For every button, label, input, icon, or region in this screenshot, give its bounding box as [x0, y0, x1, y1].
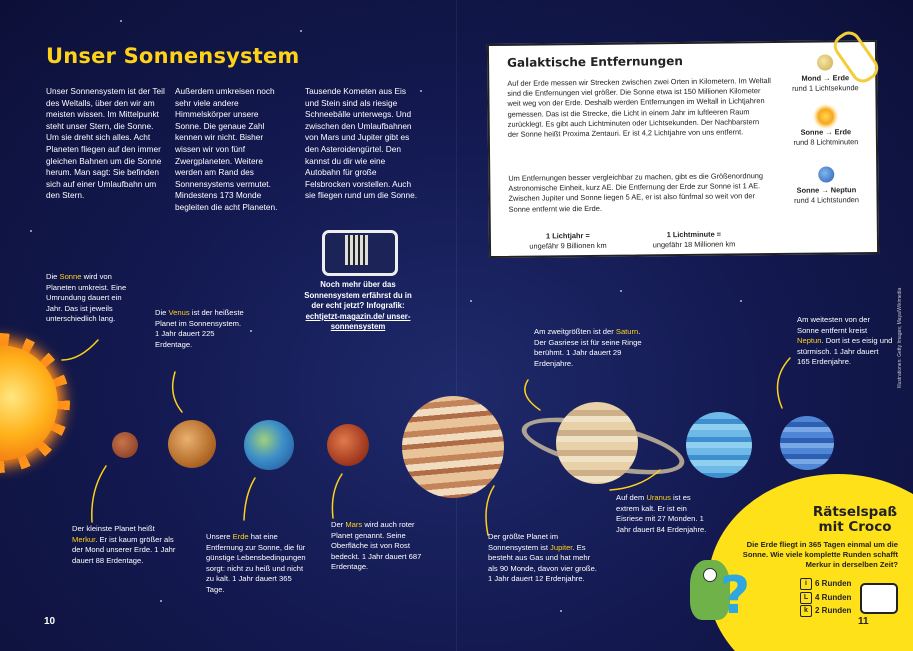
- note-uranus: [616, 493, 712, 535]
- note-planet-name: Jupiter: [550, 542, 573, 552]
- distance-label: Sonne → Erde: [800, 127, 852, 137]
- note-planet-name: Mars: [345, 520, 363, 529]
- note-post: . Der Gasriese ist für seine Ringe berühmt. 1 Jahr dauert 29 Erdenjahre.: [534, 327, 642, 368]
- arrow-mars: [332, 474, 342, 518]
- note-post: ist der heißeste Planet im Sonnensystem. 1 Jahr dauert 225 Erdentage.: [155, 308, 244, 349]
- option-key: k: [800, 605, 812, 617]
- intro-column-2: Außerdem umkreisen noch sehr viele andere Himmelskörper unsere Sonne. Die genaue Zahl kennen wir nicht. Bisher wissen wir von fünf Zwergplaneten. Weitere werden am Rand des Sonnensystems vermutet. Mindestens 173 Monde begleiten die acht Planeten.: [175, 86, 278, 212]
- info-box-paragraph-1: Auf der Erde messen wir Strecken zwischen zwei Orten in Kilometern. Im Weltall sind die Entfernungen viel größer. Die Sonne etwa ist 150 Millionen Kilometer weit weg von der Erde. Deshalb werden Entfernungen im Weltall in Lichtjahren gemessen. Das ist die Strecke, die Licht in einem Jahr im luftleeren Raum zurücklegt. Es gibt auch Lichtminuten oder Lichtsekunden. Der Nachbarstern der Sonne heißt Proxima Zentauri. Er ist 4,2 Lichtjahre von uns entfernt.: [507, 76, 771, 139]
- note-post: ist es extrem kalt. Er ist ein Eisriese mit 27 Monden. 1 Jahr dauert 84 Erdenjahre.: [616, 493, 707, 534]
- note-post: . Er ist kaum größer als der Mond unserer Erde. 1 Jahr dauert 88 Erdentage.: [72, 534, 176, 565]
- note-jupiter: [488, 532, 600, 585]
- note-pre: Der kleinste Planet heißt: [72, 524, 155, 533]
- arrow-sonne: [62, 340, 98, 360]
- page-number-left: 10: [44, 616, 56, 627]
- option-text: 4 Runden: [815, 593, 852, 603]
- note-pre: Unsere: [206, 532, 233, 541]
- note-planet-name: Venus: [168, 308, 190, 317]
- image-credit: Illustrationen: Getty Images; Maya/Wikimedia: [897, 287, 903, 388]
- note-pre: Der größte Planet im Sonnensystem ist: [488, 532, 559, 552]
- formula-lichtjahr-title: 1 Lichtjahr =: [545, 230, 590, 241]
- note-pre: Der: [331, 520, 346, 529]
- note-post: . Dort ist es eisig und stürmisch. 1 Jahr dauert 165 Erdenjahre.: [797, 336, 893, 367]
- page-title: Unser Sonnensystem: [46, 44, 300, 68]
- note-planet-name: Merkur: [72, 534, 96, 544]
- note-post: wird auch roter Planet genannt. Seine Oberfläche ist von Rost bedeckt. 1 Jahr dauert 687 Erdentage.: [331, 520, 422, 572]
- distance-label: Mond → Erde: [801, 73, 850, 83]
- note-pre: Die: [155, 308, 169, 317]
- arrow-neptun: [778, 358, 791, 408]
- answer-box[interactable]: [860, 583, 898, 614]
- note-planet-name: Uranus: [646, 493, 671, 502]
- note-post: hat eine Entfernung zur Sonne, die für günstige Lebensbedingungen sorgt: nicht zu heiß und nicht zu kalt. 1 Jahr dauert 365 Tage.: [206, 532, 306, 594]
- note-venus: [155, 308, 247, 350]
- note-pre: Am weitesten von der Sonne entfernt kreist: [797, 315, 871, 335]
- distance-label: Sonne → Neptun: [796, 185, 857, 195]
- intro-column-1: Unser Sonnensystem ist der Teil des Weltalls, über den wir am meisten wissen. Im Mittelpunkt steht unser Stern, die Sonne. Um sie dreht sich alles. Acht Planeten fliegen auf den immer gleichen Bahnen um die Sonne herum. Man sagt: Sie befinden sich auf einer Umlaufbahn um den Stern.: [46, 86, 165, 201]
- formula-lichtminute-title: 1 Lichtminute =: [666, 229, 722, 240]
- distance-value: rund 8 Lichtminuten: [793, 137, 859, 147]
- arrow-erde: [244, 478, 255, 520]
- arrow-jupiter: [486, 486, 494, 535]
- puzzle-option-1[interactable]: [800, 578, 851, 590]
- puzzle-option-3[interactable]: [800, 605, 851, 617]
- page-number-right: 11: [858, 616, 869, 627]
- arrow-venus: [173, 372, 182, 412]
- note-neptun: [797, 315, 893, 368]
- note-merkur: [72, 524, 176, 566]
- distance-value: rund 1 Lichtsekunde: [792, 83, 859, 93]
- arrow-merkur: [92, 466, 106, 522]
- info-box-title: Galaktische Entfernungen: [507, 53, 683, 70]
- arrow-uranus: [610, 470, 660, 490]
- puzzle-option-2[interactable]: [800, 592, 851, 604]
- intro-column-3: Tausende Kometen aus Eis und Stein sind als riesige Schneebälle unterwegs. Und zwischen den Umlaufbahnen von Mars und Jupiter gibt es den Asteroidengürtel. Den kannst du dir wie eine Autobahn für große Felsbrocken vorstellen. Auch sie fliegen rund um die Sonne.: [305, 86, 418, 201]
- note-pre: Die: [46, 272, 60, 281]
- formula-lichtminute-value: ungefähr 18 Millionen km: [652, 239, 736, 250]
- info-box-paragraph-2: Um Entfernungen besser vergleichbar zu machen, gibt es die Größenordnung Astronomische Einheit, kurz AE. Die Entfernung der Erde zur Sonne ist 1 AE. Zwischen Jupiter und Sonne liegen 5 AE, er ist also fünfmal so weit von der Sonne entfernt wie die Erde.: [508, 171, 764, 214]
- note-sonne: [46, 272, 138, 325]
- note-pre: Am zweitgrößten ist der: [534, 327, 616, 336]
- note-planet-name: Saturn: [615, 327, 639, 336]
- distance-value: rund 4 Lichtstunden: [794, 195, 860, 205]
- qr-note-link[interactable]: echtjetzt-magazin.de/ unser-sonnensystem: [305, 311, 411, 332]
- note-erde: [206, 532, 312, 596]
- note-planet-name: Erde: [232, 532, 249, 541]
- formula-lichtjahr-value: ungefähr 9 Billionen km: [529, 240, 607, 251]
- arrow-saturn: [525, 380, 540, 410]
- note-planet-name: Neptun: [797, 336, 822, 346]
- note-post: . Es besteht aus Gas und hat mehr als 90 Monde, davon vier große. 1 Jahr dauert 12 Erdenjahre.: [488, 542, 597, 584]
- option-text: 2 Runden: [815, 606, 852, 616]
- note-planet-name: Sonne: [59, 272, 82, 281]
- puzzle-title: Rätselspaß mit Croco: [812, 504, 898, 535]
- option-key: L: [800, 592, 812, 604]
- question-mark-icon: ?: [720, 566, 751, 626]
- option-key: i: [800, 578, 812, 590]
- note-mars: [331, 520, 433, 573]
- option-text: 6 Runden: [815, 579, 852, 589]
- puzzle-question: Die Erde fliegt in 365 Tagen einmal um die Sonne. Wie viele komplette Runden schafft Merkur in derselben Zeit?: [742, 540, 898, 570]
- note-pre: Auf dem: [616, 493, 647, 502]
- croco-eye-icon: [703, 568, 717, 582]
- note-post: wird von Planeten umkreist. Eine Umrundung dauert ein Jahr. Das ist jeweils unterschiedlich lang.: [46, 272, 127, 324]
- qr-note-text: Noch mehr über das Sonnensystem erfährst du in der echt jetzt? Infografik:: [304, 280, 412, 311]
- note-saturn: [534, 327, 644, 369]
